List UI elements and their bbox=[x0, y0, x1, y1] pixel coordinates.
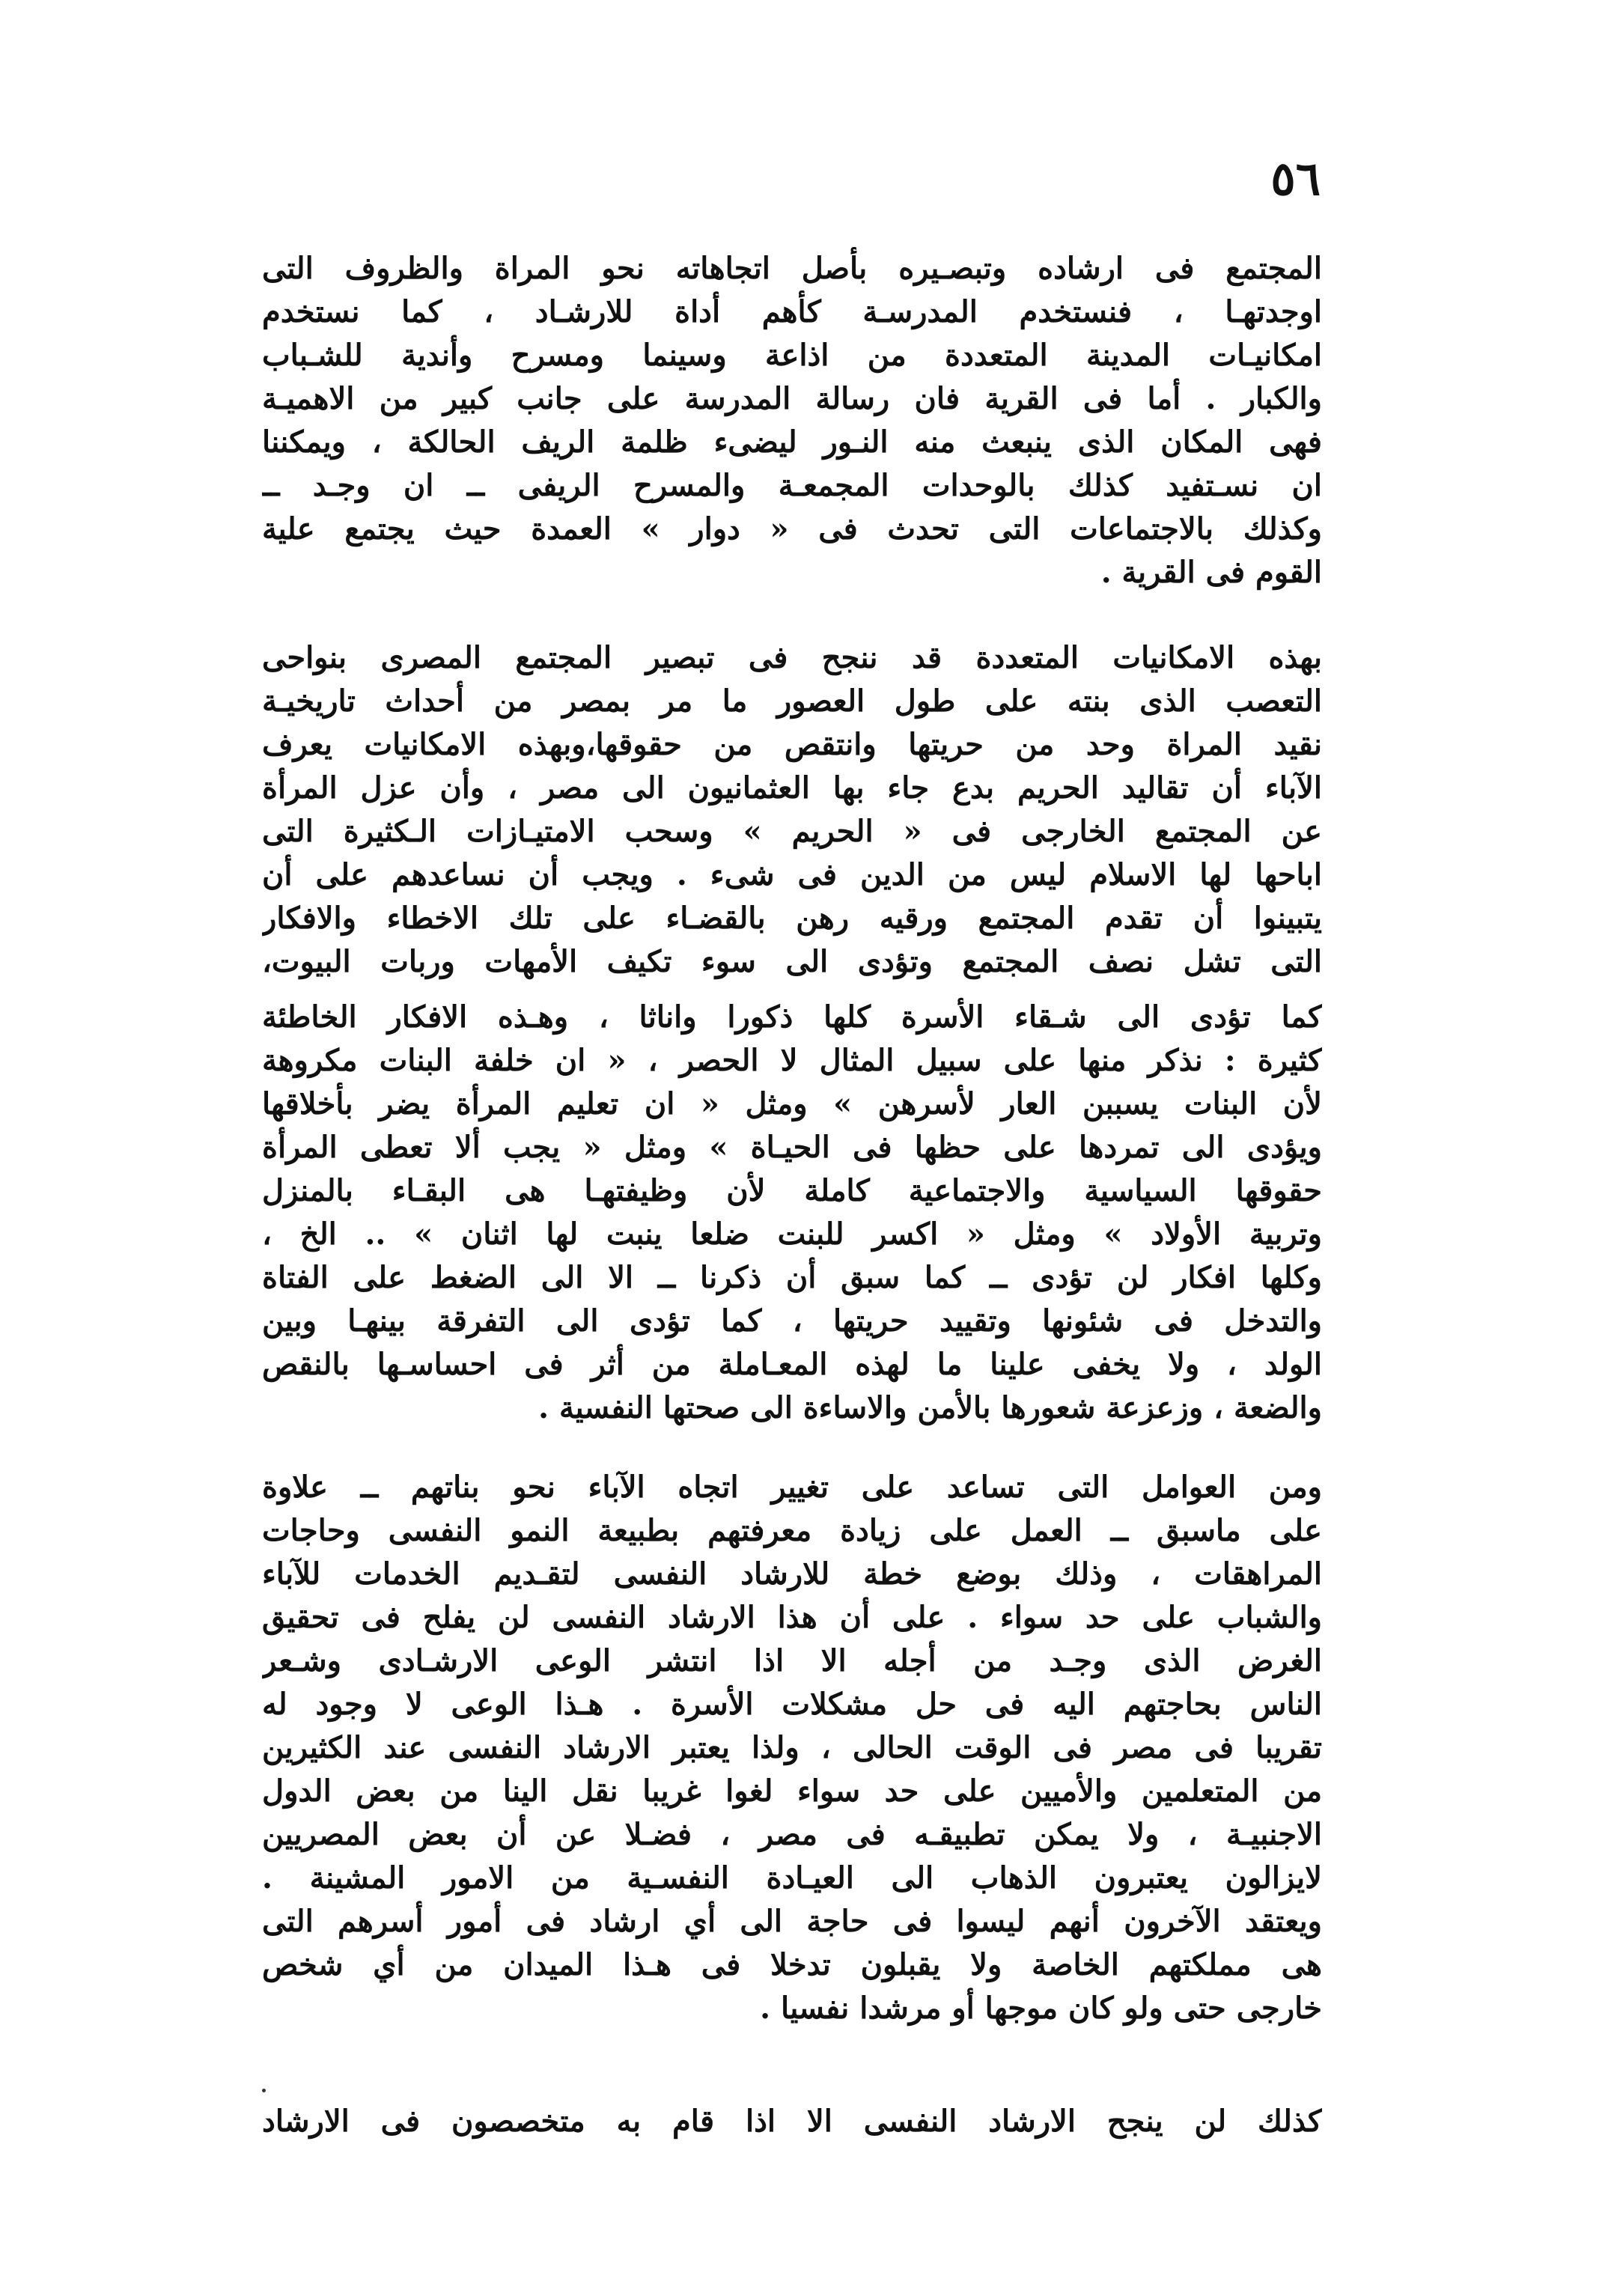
text-line: من المتعلمين والأميين على حد سواء لغوا غريبا نقل الينا من بعض الدول bbox=[262, 1773, 1322, 1809]
scan-speck bbox=[262, 2089, 266, 2092]
text-line: ومن العوامل التى تساعد على تغيير اتجاه الآباء نحو بناتهم ــ علاوة bbox=[262, 1470, 1322, 1505]
text-line: امكانيـات المدينة المتعددة من اذاعة وسينما ومسرح وأندية للشـباب bbox=[262, 338, 1322, 373]
text-line: والشباب على حد سواء . على أن هذا الارشاد النفسى لن يفلح فى تحقيق bbox=[262, 1600, 1322, 1635]
paragraph-4 bbox=[262, 1466, 1322, 2030]
text-line: يتبينوا أن تقدم المجتمع ورقيه رهن بالقضـاء على تلك الاخطاء والافكار bbox=[262, 901, 1322, 936]
text-line: نقيد المراة وحد من حريتها وانتقص من حقوقها،وبهذه الامكانيات يعرف bbox=[262, 727, 1322, 762]
text-line: بهذه الامكانيات المتعددة قد ننجح فى تبصير المجتمع المصرى بنواحى bbox=[262, 640, 1322, 675]
text-line: الولد ، ولا يخفى علينا ما لهذه المعـاملة من أثر فى احساسـها بالنقص bbox=[262, 1347, 1322, 1382]
paragraph-5 bbox=[262, 2100, 1322, 2143]
text-line: كذلك لن ينجح الارشاد النفسى الا اذا قام به متخصصون فى الارشاد bbox=[262, 2104, 1322, 2139]
text-line: والضعة ، وزعزعة شعورها بالأمن والاساءة الى صحتها النفسية . bbox=[538, 1390, 1322, 1425]
paragraph-1 bbox=[262, 247, 1322, 594]
text-line: ان نسـتفيد كذلك بالوحدات المجمعـة والمسرح الريفى ــ ان وجـد ــ bbox=[262, 468, 1322, 503]
text-line: كما تؤدى الى شـقاء الأسرة كلها ذكورا واناثا ، وهـذه الافكار الخاطئة bbox=[262, 999, 1322, 1035]
text-line: والتدخل فى شئونها وتقييد حريتها ، كما تؤدى الى التفرقة بينهـا وبين bbox=[262, 1303, 1322, 1339]
text-line: الغرض الذى وجـد من أجله الا اذا انتشر الوعى الارشـادى وشـعر bbox=[262, 1643, 1322, 1678]
text-line: الآباء أن تقاليد الحريم بدع جاء بها العثمانيون الى مصر ، وأن عزل المرأة bbox=[262, 770, 1322, 806]
text-line: كثيرة : نذكر منها على سبيل المثال لا الحصر ، « ان خلفة البنات مكروهة bbox=[262, 1043, 1322, 1078]
text-line: اوجدتهـا ، فنستخدم المدرسـة كأهم أداة للارشـاد ، كما نستخدم bbox=[262, 294, 1322, 329]
text-line: ويؤدى الى تمردها على حظها فى الحيـاة » ومثل « يجب ألا تعطى المرأة bbox=[262, 1130, 1322, 1165]
paragraph-3 bbox=[262, 996, 1322, 1430]
text-line: تقريبا فى مصر فى الوقت الحالى ، ولذا يعتبر الارشاد النفسى عند الكثيرين bbox=[262, 1730, 1322, 1765]
text-line: المراهقات ، وذلك بوضع خطة للارشاد النفسى لتقـديم الخدمات للآباء bbox=[262, 1556, 1322, 1592]
text-line: وكذلك بالاجتماعات التى تحدث فى « دوار » العمدة حيث يجتمع علية bbox=[262, 511, 1322, 546]
text-line: هى مملكتهم الخاصة ولا يقبلون تدخلا فى هـذا الميدان من أي شخص bbox=[262, 1947, 1322, 1982]
text-line: القوم فى القرية . bbox=[1100, 555, 1322, 590]
text-line: على ماسبق ــ العمل على زيادة معرفتهم بطبيعة النمو النفسى وحاجات bbox=[262, 1513, 1322, 1548]
text-line: والكبار . أما فى القرية فان رسالة المدرسة على جانب كبير من الاهميـة bbox=[262, 381, 1322, 416]
text-line: الاجنبيـة ، ولا يمكن تطبيقـه فى مصر ، فضـلا عن أن بعض المصريين bbox=[262, 1817, 1322, 1852]
paragraph-2 bbox=[262, 636, 1322, 984]
text-line: خارجى حتى ولو كان موجها أو مرشدا نفسيا . bbox=[760, 1991, 1322, 2026]
text-line: لأن البنات يسببن العار لأسرهن » ومثل « ان تعليم المرأة يضر بأخلاقها bbox=[262, 1086, 1322, 1121]
text-line: الناس بحاجتهم اليه فى حل مشكلات الأسرة . هـذا الوعى لا وجود له bbox=[262, 1687, 1322, 1722]
text-line: فهى المكان الذى ينبعث منه النـور ليضىء ظلمة الريف الحالكة ، ويمكننا bbox=[262, 424, 1322, 460]
text-line: ويعتقد الآخرون أنهم ليسوا فى حاجة الى أي ارشاد فى أمور أسرهم التى bbox=[262, 1904, 1322, 1939]
text-line: حقوقها السياسية والاجتماعية كاملة لأن وظيفتهـا هى البقـاء بالمنزل bbox=[262, 1173, 1322, 1208]
text-line: التى تشل نصف المجتمع وتؤدى الى سوء تكيف الأمهات وربات البيوت، bbox=[262, 944, 1322, 979]
page-number: ٥٦ bbox=[1270, 151, 1321, 206]
text-line: اباحها لها الاسلام ليس من الدين فى شىء . ويجب أن نساعدهم على أن bbox=[262, 857, 1322, 892]
text-line: عن المجتمع الخارجى فى « الحريم » وسحب الامتيـازات الـكثيرة التى bbox=[262, 814, 1322, 849]
text-line: المجتمع فى ارشاده وتبصـيره بأصل اتجاهاته نحو المراة والظروف التى bbox=[262, 251, 1322, 286]
text-line: لايزالون يعتبرون الذهاب الى العيـادة النفسـية من الامور المشينة . bbox=[262, 1860, 1322, 1895]
text-line: التعصب الذى بنته على طول العصور ما مر بمصر من أحداث تاريخيـة bbox=[262, 683, 1322, 719]
text-line: وكلها افكار لن تؤدى ــ كما سبق أن ذكرنا ــ الا الى الضغط على الفتاة bbox=[262, 1260, 1322, 1295]
text-line: وتربية الأولاد » ومثل « اكسر للبنت ضلعا ينبت لها اثنان » .. الخ ، bbox=[262, 1216, 1322, 1252]
